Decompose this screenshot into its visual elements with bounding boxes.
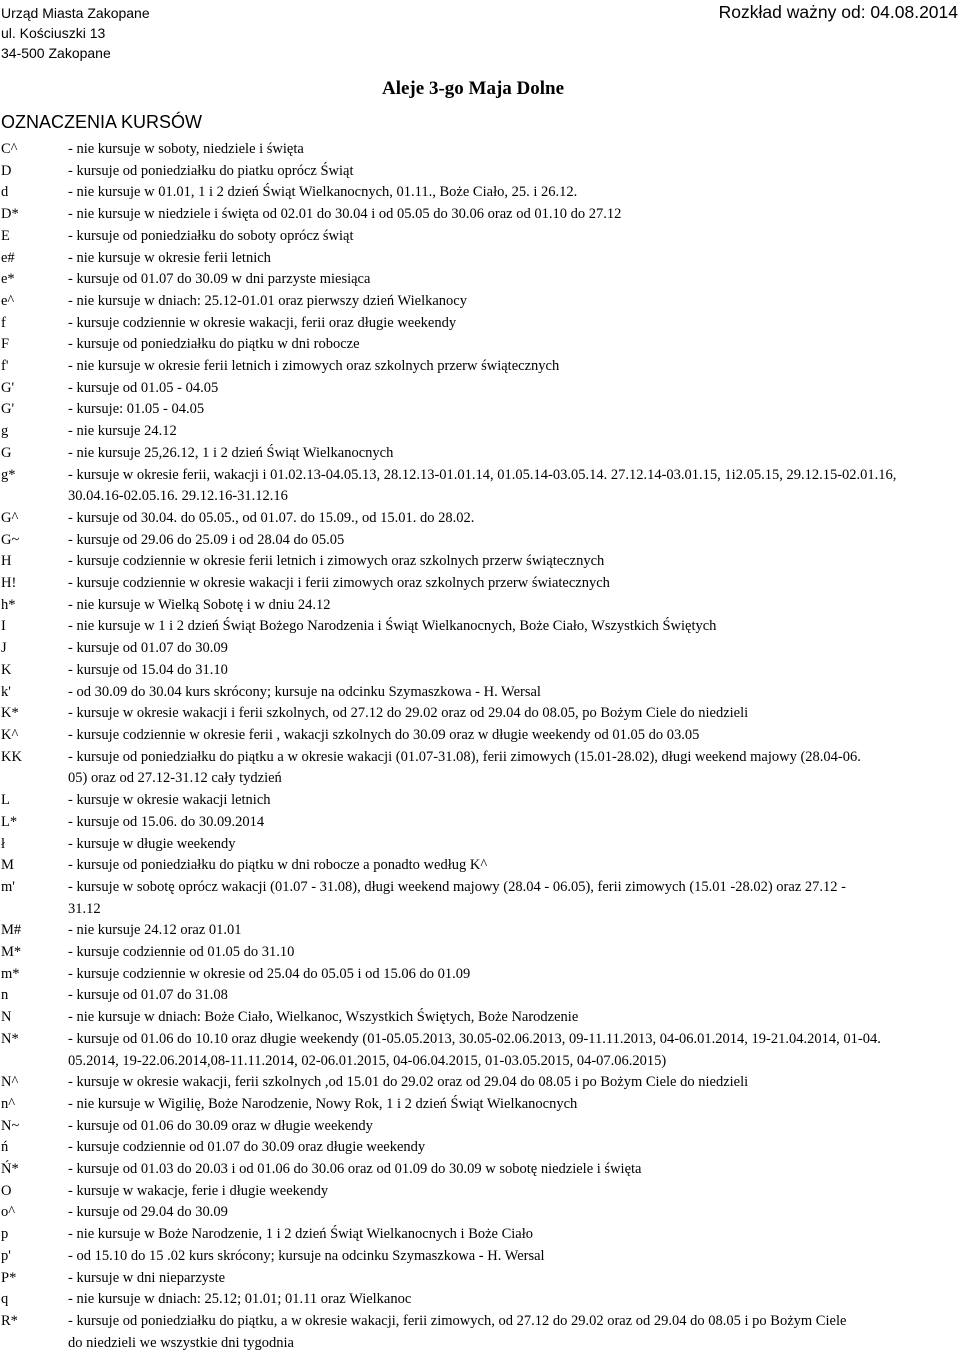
legend-code: g* — [1, 466, 16, 483]
legend-code: G — [1, 444, 12, 461]
legend-description: - kursuje od 30.04. do 05.05., od 01.07. do 15.09., od 15.01. do 28.02. — [68, 509, 475, 526]
legend-description: - kursuje od 01.05 - 04.05 — [68, 379, 219, 396]
legend-code: f — [1, 314, 6, 331]
legend-code: K^ — [1, 726, 19, 743]
legend-row — [0, 790, 960, 812]
legend-row — [0, 1029, 960, 1072]
legend-code: M* — [1, 944, 22, 961]
legend-code: e* — [1, 271, 15, 288]
legend-code: N~ — [1, 1117, 20, 1134]
legend-description: - nie kursuje w dniach: 25.12-01.01 oraz pierwszy dzień Wielkanocy — [68, 292, 467, 309]
legend-code: L* — [1, 813, 18, 830]
legend-row — [0, 378, 960, 400]
office-name: Urząd Miasta Zakopane — [1, 5, 150, 21]
legend-code: ł — [1, 835, 6, 852]
legend-description: - kursuje od 01.06 do 10.10 oraz długie weekendy (01-05.05.2013, 30.05-02.06.2013, 09-11.11.2013, 04-06.01.2014, 19-21.04.2014, 01-04. 05.2014, 19-22.06.2014,08-11.11.2014, 02-06.01.2015, 04-06.04.2015, 01-03.05.2015, 04-07.06.2015) — [68, 1030, 881, 1069]
legend-description: - kursuje od 01.03 do 20.03 i od 01.06 do 30.06 oraz od 01.09 do 30.09 w sobotę niedziele i święta — [68, 1161, 642, 1178]
legend-code: f' — [1, 358, 9, 375]
legend-description: - kursuje od poniedziałku do piątku a w okresie wakacji (01.07-31.08), ferii zimowych (15.01-28.02), długi weekend majowy (28.04-06. 05) oraz od 27.12-31.12 cały tydzień — [68, 748, 861, 787]
legend-description: - kursuje codziennie od 01.07 do 30.09 oraz długie weekendy — [68, 1139, 426, 1156]
legend-code: q — [1, 1291, 9, 1308]
legend-row — [0, 334, 960, 356]
legend-code: e^ — [1, 292, 15, 309]
legend-description: - kursuje od poniedziałku do piątku, a w okresie wakacji, ferii zimowych, od 27.12 do 29.02 oraz od 29.04 do 08.05 i po Bożym Ciele do niedzieli we wszystkie dni tygodnia — [68, 1312, 847, 1351]
legend-row — [0, 660, 960, 682]
legend-row — [0, 508, 960, 530]
legend-description: - nie kursuje w Wielką Sobotę i w dniu 24.12 — [68, 596, 331, 613]
legend-description: - kursuje w okresie ferii, wakacji i 01.02.13-04.05.13, 28.12.13-01.01.14, 01.05.14-03.05.14. 27.12.14-03.01.15, 1i2.05.15, 29.12.15-02.01.16, 30.04.16-02.05.16. 29.12.16-31.12.16 — [68, 466, 897, 505]
legend-description: - kursuje: 01.05 - 04.05 — [68, 401, 205, 418]
legend-code: K* — [1, 705, 19, 722]
legend-code: P* — [1, 1269, 17, 1286]
legend-description: - kursuje od 15.04 do 31.10 — [68, 661, 228, 678]
legend-description: - kursuje od 29.04 do 30.09 — [68, 1204, 228, 1221]
legend-description: - nie kursuje w 01.01, 1 i 2 dzień Świąt Wielkanocnych, 01.11., Boże Ciało, 25. i 26.12. — [68, 184, 578, 201]
legend-row — [0, 920, 960, 942]
legend-code: G' — [1, 379, 15, 396]
legend-description: - kursuje od poniedziałku do piątku w dni robocze — [68, 336, 360, 353]
legend-row — [0, 1116, 960, 1138]
legend-row — [0, 595, 960, 617]
legend-description: - kursuje codziennie w okresie wakacji, ferii oraz długie weekendy — [68, 314, 457, 331]
legend-description: - kursuje od 15.06. do 30.09.2014 — [68, 813, 265, 830]
legend-row — [0, 551, 960, 573]
legend-description: - nie kursuje w dniach: 25.12; 01.01; 01.11 oraz Wielkanoc — [68, 1291, 412, 1308]
legend-code: Ń* — [1, 1161, 19, 1178]
section-title: OZNACZENIA KURSÓW — [1, 112, 203, 132]
legend-code: D — [1, 162, 12, 179]
legend-code: H — [1, 553, 12, 570]
legend-code: k' — [1, 683, 11, 700]
legend-row — [0, 1007, 960, 1029]
legend-row — [0, 812, 960, 834]
valid-from-date: Rozkład ważny od: 04.08.2014 — [718, 2, 958, 22]
legend-code: M — [1, 857, 14, 874]
legend-code: d — [1, 184, 9, 201]
legend-description: - kursuje w dni nieparzyste — [68, 1269, 226, 1286]
legend-code: N* — [1, 1030, 19, 1047]
legend-row — [0, 877, 960, 920]
legend-description: - nie kursuje w Wigilię, Boże Narodzenie, Nowy Rok, 1 i 2 dzień Świąt Wielkanocnych — [68, 1095, 578, 1112]
legend-row — [0, 1289, 960, 1311]
legend-code: g — [1, 423, 9, 440]
legend-description: - kursuje od poniedziałku do piątku w dni robocze a ponadto według K^ — [68, 857, 488, 874]
legend-row — [0, 855, 960, 877]
legend-row — [0, 1181, 960, 1203]
legend-description: - kursuje w długie weekendy — [68, 835, 236, 852]
legend-description: - nie kursuje 24.12 — [68, 423, 177, 440]
legend-row — [0, 1094, 960, 1116]
legend-code: O — [1, 1182, 12, 1199]
legend-row — [0, 465, 960, 508]
legend-row — [0, 1246, 960, 1268]
legend-code: L — [1, 792, 10, 809]
legend-description: - nie kursuje w dniach: Boże Ciało, Wielkanoc, Wszystkich Świętych, Boże Narodzenie — [68, 1009, 579, 1026]
legend-description: - nie kursuje w soboty, niedziele i święta — [68, 141, 304, 157]
legend-code: e# — [1, 249, 15, 266]
legend-row — [0, 834, 960, 856]
legend-description: - nie kursuje w okresie ferii letnich i zimowych oraz szkolnych przerw świątecznych — [68, 358, 560, 375]
legend-code: N^ — [1, 1074, 19, 1091]
legend-code: G' — [1, 401, 15, 418]
legend-description: - nie kursuje w okresie ferii letnich — [68, 249, 271, 266]
legend-description: - od 15.10 do 15 .02 kurs skrócony; kursuje na odcinku Szymaszkowa - H. Wersal — [68, 1247, 545, 1264]
legend-row — [0, 1072, 960, 1094]
legend-description: - nie kursuje 25,26.12, 1 i 2 dzień Świąt Wielkanocnych — [68, 444, 394, 461]
legend-row — [0, 747, 960, 790]
legend-row — [0, 1224, 960, 1246]
legend-row — [0, 291, 960, 313]
legend-code: E — [1, 227, 10, 244]
legend-row — [0, 182, 960, 204]
legend-row — [0, 703, 960, 725]
legend-row — [0, 161, 960, 183]
legend-code: G~ — [1, 531, 20, 548]
legend-description: - kursuje od 01.07 do 30.09 — [68, 640, 228, 657]
legend-description: - kursuje w okresie wakacji i ferii szkolnych, od 27.12 do 29.02 oraz od 29.04 do 08.05, po Bożym Ciele do niedzieli — [68, 705, 749, 722]
legend-row — [0, 1311, 960, 1354]
legend-code: h* — [1, 596, 16, 613]
legend-code: N — [1, 1009, 12, 1026]
legend-description: - kursuje od 01.06 do 30.09 oraz w długie weekendy — [68, 1117, 373, 1134]
legend-description: - kursuje od 29.06 do 25.09 i od 28.04 do 05.05 — [68, 531, 345, 548]
legend-description: - kursuje codziennie w okresie ferii , wakacji szkolnych do 30.09 oraz w długie weekendy od 01.05 do 03.05 — [68, 726, 700, 743]
legend-code: F — [1, 336, 10, 353]
legend-row — [0, 1202, 960, 1224]
legend-code: o^ — [1, 1204, 16, 1221]
legend-row — [0, 269, 960, 291]
legend-code: M# — [1, 922, 22, 939]
legend-description: - kursuje codziennie w okresie ferii letnich i zimowych oraz szkolnych przerw świątecznych — [68, 553, 605, 570]
legend-row — [0, 443, 960, 465]
legend-description: - nie kursuje w niedziele i święta od 02.01 do 30.04 i od 05.05 do 30.06 oraz od 01.10 do 27.12 — [68, 206, 622, 223]
legend-code: p' — [1, 1247, 11, 1264]
legend-description: - nie kursuje w Boże Narodzenie, 1 i 2 dzień Świąt Wielkanocnych i Boże Ciało — [68, 1226, 534, 1243]
legend-description: - kursuje codziennie w okresie wakacji i ferii zimowych oraz szkolnych przerw światecznych — [68, 575, 610, 592]
legend-row — [0, 226, 960, 248]
legend-description: - kursuje od poniedziałku do soboty oprócz świąt — [68, 227, 354, 244]
office-address — [1, 3, 150, 63]
legend-code: C^ — [1, 141, 18, 157]
legend-row — [0, 1268, 960, 1290]
legend-row — [0, 248, 960, 270]
legend-row — [0, 313, 960, 335]
legend-row — [0, 964, 960, 986]
legend-row — [0, 1159, 960, 1181]
legend-description: - kursuje od 01.07 do 30.09 w dni parzyste miesiąca — [68, 271, 371, 288]
legend-code: D* — [1, 206, 19, 223]
legend-description: - kursuje codziennie w okresie od 25.04 do 05.05 i od 15.06 do 01.09 — [68, 965, 471, 982]
legend-row — [0, 616, 960, 638]
legend-code: n^ — [1, 1095, 16, 1112]
legend-row — [0, 573, 960, 595]
legend-description: - kursuje w okresie wakacji letnich — [68, 792, 271, 809]
legend-row — [0, 638, 960, 660]
legend-description: - nie kursuje w 1 i 2 dzień Świąt Bożego Narodzenia i Świąt Wielkanocnych, Boże Ciało, Wszystkich Świętych — [68, 618, 717, 635]
legend-row — [0, 204, 960, 226]
legend-row — [0, 530, 960, 552]
legend-code: m' — [1, 878, 15, 895]
legend-code: K — [1, 661, 12, 678]
legend-description: - kursuje od 01.07 do 31.08 — [68, 987, 228, 1004]
legend-description: - kursuje od poniedziałku do piatku oprócz Świąt — [68, 162, 354, 179]
legend-row — [0, 139, 960, 161]
office-street: ul. Kościuszki 13 — [1, 25, 106, 41]
legend-description: - kursuje w sobotę oprócz wakacji (01.07 - 31.08), długi weekend majowy (28.04 - 06.05), ferii zimowych (15.01 -28.02) oraz 27.12 - 31.12 — [68, 878, 846, 917]
legend-row — [0, 985, 960, 1007]
legend-description: - kursuje w wakacje, ferie i długie weekendy — [68, 1182, 329, 1199]
legend-row — [0, 356, 960, 378]
stop-name: Aleje 3-go Maja Dolne — [382, 78, 565, 99]
legend-description: - od 30.09 do 30.04 kurs skrócony; kursuje na odcinku Szymaszkowa - H. Wersal — [68, 683, 541, 700]
legend-row — [0, 421, 960, 443]
office-city: 34-500 Zakopane — [1, 45, 111, 61]
legend-description: - nie kursuje 24.12 oraz 01.01 — [68, 922, 242, 939]
legend-code: R* — [1, 1312, 18, 1329]
legend-description: - kursuje codziennie od 01.05 do 31.10 — [68, 944, 295, 961]
legend-code: G^ — [1, 509, 19, 526]
legend-code: n — [1, 987, 9, 1004]
legend-row — [0, 399, 960, 421]
legend-row — [0, 725, 960, 747]
legend-code: KK — [1, 748, 22, 765]
legend-list — [0, 139, 960, 1354]
legend-code: ń — [1, 1139, 9, 1156]
legend-code: m* — [1, 965, 20, 982]
legend-description: - kursuje w okresie wakacji, ferii szkolnych ,od 15.01 do 29.02 oraz od 29.04 do 08.05 i po Bożym Ciele do niedzieli — [68, 1074, 749, 1091]
legend-row — [0, 682, 960, 704]
legend-code: I — [1, 618, 6, 635]
legend-code: H! — [1, 575, 17, 592]
legend-code: J — [1, 640, 7, 657]
legend-row — [0, 942, 960, 964]
legend-row — [0, 1137, 960, 1159]
legend-code: p — [1, 1226, 9, 1243]
